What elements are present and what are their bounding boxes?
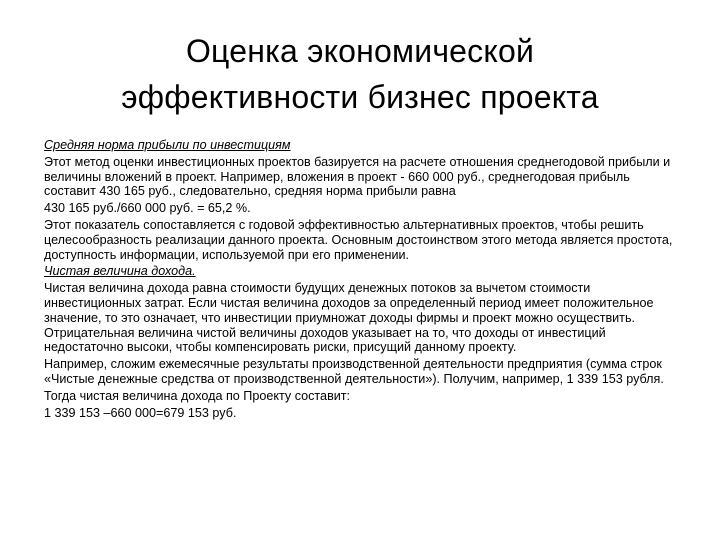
slide-title xyxy=(40,28,680,120)
section-heading-average-return: Средняя норма прибыли по инвестициям xyxy=(44,138,291,152)
paragraph: Чистая величина дохода равна стоимости будущих денежных потоков за вычетом стоимости инвестиционных затрат. Если чистая величина доходов за определенный период имеет положительное значение, то это означает, что инвестиции приумножат доходы фирмы и проект можно осуществить. Отрицательная величина чистой величины доходов указывает на то, что доходы от инвестиций недостаточно высоки, чтобы компенсировать риски, присущий данному проекту. xyxy=(44,281,654,355)
paragraph: Тогда чистая величина дохода по Проекту составит: xyxy=(44,388,351,403)
title-line-2: эффективности бизнес проекта xyxy=(121,79,599,115)
paragraph: Например, сложим ежемесячные результаты производственной деятельности предприятия (сумма строк «Чистые денежные средства от производственной деятельности»). Получим, например, 1 339 153 рубля. xyxy=(44,357,664,386)
section-heading-net-income: Чистая величина дохода. xyxy=(44,264,196,279)
formula-line: 1 339 153 –660 000=679 153 руб. xyxy=(44,405,237,420)
slide-body xyxy=(44,138,684,422)
formula-line: 430 165 руб./660 000 руб. = 65,2 %. xyxy=(44,201,251,216)
title-line-1: Оценка экономической xyxy=(185,33,535,69)
paragraph: Этот метод оценки инвестиционных проектов базируется на расчете отношения среднегодовой прибыли и величины вложений в проект. Например, вложения в проект - 660 000 руб., среднегодовая прибыль составит 430 165 руб., следовательно, средняя норма прибыли равна xyxy=(44,154,671,199)
paragraph: Этот показатель сопоставляется с годовой эффективностью альтернативных проектов, чтобы решить целесообразность реализации данного проекта. Основным достоинством этого метода является простота, доступность информации, используемой при его применении. xyxy=(44,217,673,262)
